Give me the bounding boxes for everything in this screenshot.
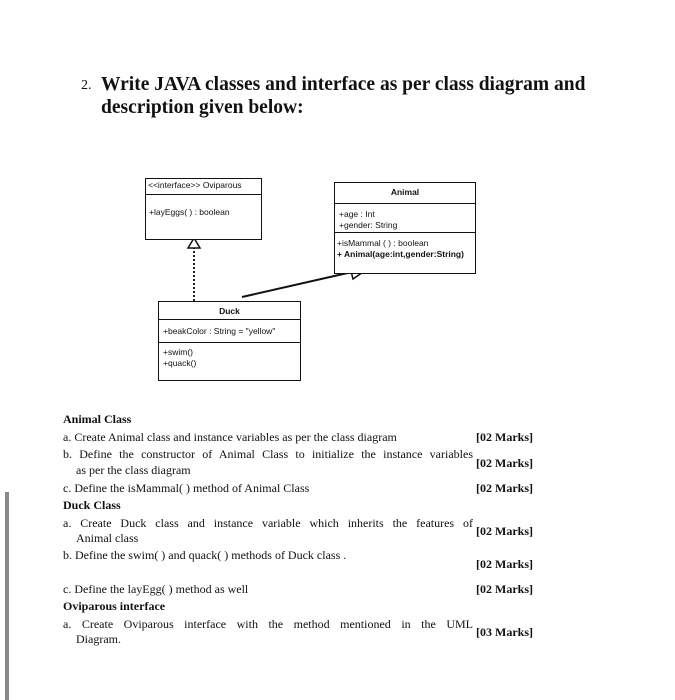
animal-item-a-marks: [02 Marks] [476,430,533,444]
duck-method: +quack() [163,358,197,368]
animal-attribute: +gender: String [339,220,398,230]
duck-item-a: a. Create Duck class and instance variable which inherits the features of [63,516,473,530]
question-title: Write JAVA classes and interface as per class diagram and description given below: [101,74,586,118]
animal-item-b: b. Define the constructor of Animal Class to initialize the instance variables [63,447,473,461]
section-heading-duck: Duck Class [63,498,121,512]
duck-item-b-marks: [02 Marks] [476,557,533,571]
animal-item-a: a. Create Animal class and instance variables as per the class diagram [63,430,397,444]
duck-item-a-marks: [02 Marks] [476,524,533,538]
animal-item-c-marks: [02 Marks] [476,481,533,495]
duck-item-c-marks: [02 Marks] [476,582,533,596]
uml-interface-oviparous [145,178,262,240]
interface-header: <<interface>> Oviparous [146,179,261,195]
duck-item-b: b. Define the swim( ) and quack( ) methods of Duck class . [63,548,347,562]
duck-method: +swim() [163,347,193,357]
duck-attribute: +beakColor : String = "yellow" [163,326,276,336]
animal-item-c: c. Define the isMammal( ) method of Animal Class [63,481,310,495]
question-number: 2. [81,78,92,93]
animal-attribute: +age : Int [339,209,375,219]
oviparous-item-a-marks: [03 Marks] [476,625,533,639]
oviparous-item-a: a. Create Oviparous interface with the method mentioned in the UML [63,617,473,631]
interface-method: +layEggs( ) : boolean [149,207,230,217]
duck-class-name: Duck [159,302,300,320]
duck-item-c: c. Define the layEgg( ) method as well [63,582,249,596]
animal-item-b-marks: [02 Marks] [476,456,533,470]
uml-class-duck [158,301,301,381]
section-heading-animal: Animal Class [63,412,132,426]
duck-item-a-cont: Animal class [76,531,139,545]
animal-constructor: + Animal(age:int,gender:String) [337,249,464,259]
inheritance-line [242,272,352,297]
oviparous-item-a-cont: Diagram. [76,632,121,646]
animal-class-name: Animal [335,183,475,204]
section-heading-oviparous: Oviparous interface [63,599,166,613]
animal-method: +isMammal ( ) : boolean [337,238,429,248]
animal-item-b-cont: as per the class diagram [76,463,191,477]
uml-class-animal [334,182,476,274]
